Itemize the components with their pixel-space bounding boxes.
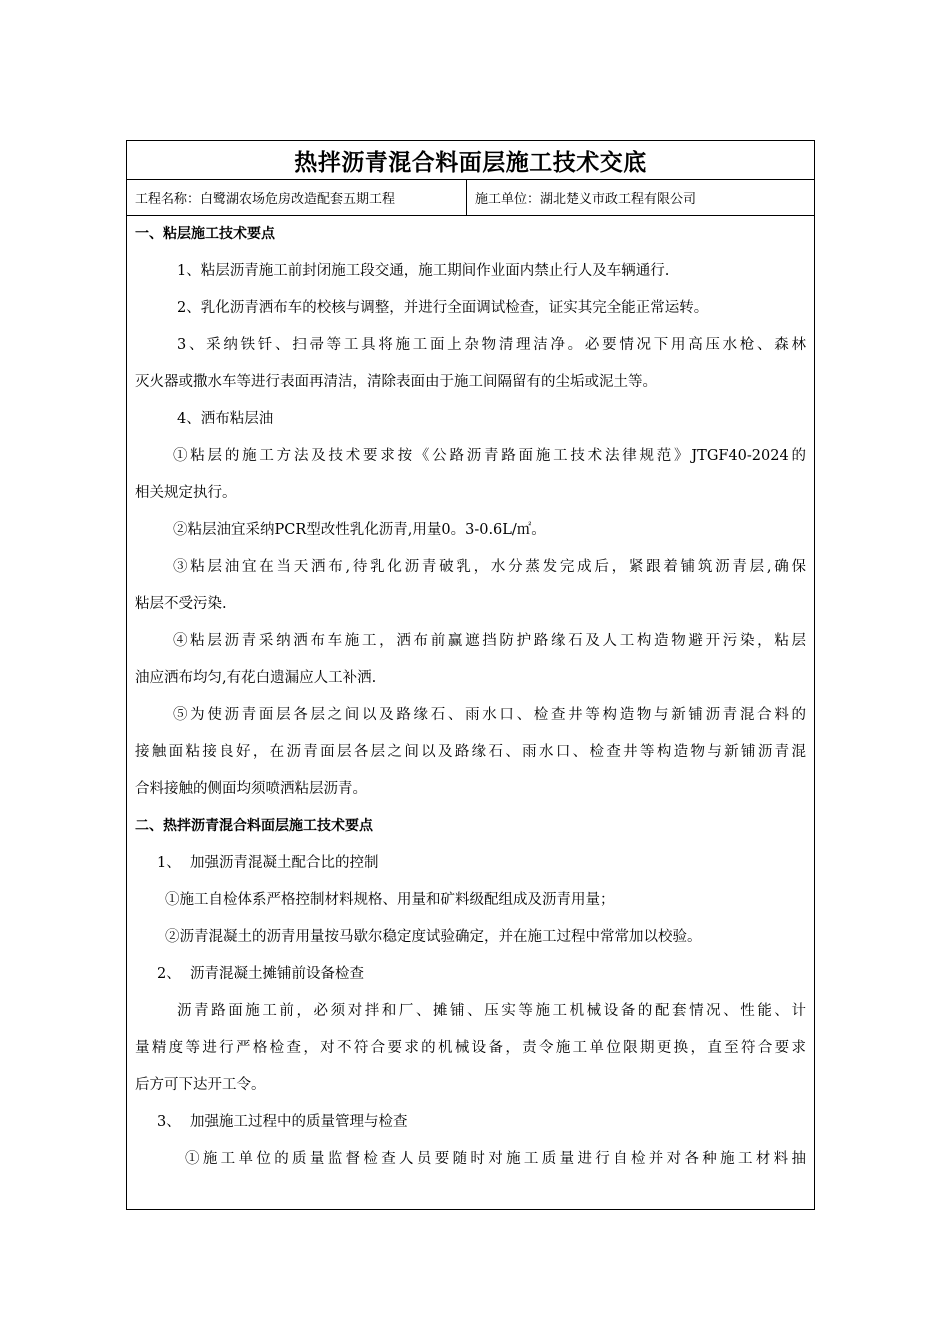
section-heading: 二、热拌沥青混合料面层施工技术要点 xyxy=(135,818,373,834)
text-line: 粘层不受污染. xyxy=(135,596,227,612)
text-line: 相关规定执行。 xyxy=(135,485,237,501)
text-line: 4、洒布粘层油 xyxy=(177,411,274,427)
text-line: 2、乳化沥青洒布车的校核与调整，并进行全面调试检查，证实其完全能正常运转。 xyxy=(177,300,709,316)
document-body xyxy=(127,216,814,1178)
text-line: ④粘层沥青采纳洒布车施工，洒布前赢遮挡防护路缘石及人工构造物避开污染，粘层 xyxy=(173,633,806,649)
text-line: ⑤为使沥青面层各层之间以及路缘石、雨水口、检查井等构造物与新铺沥青混合料的 xyxy=(173,707,806,723)
text-line: 油应洒布均匀,有花白遗漏应人工补洒. xyxy=(135,670,377,686)
text-line: 合料接触的侧面均须喷洒粘层沥青。 xyxy=(135,781,367,797)
info-row xyxy=(127,180,814,216)
section-heading: 一、粘层施工技术要点 xyxy=(135,226,275,242)
text-line: ①粘层的施工方法及技术要求按《公路沥青路面施工技术法律规范》JTGF40-2024的 xyxy=(173,448,806,464)
text-line: ②沥青混凝土的沥青用量按马歇尔稳定度试验确定，并在施工过程中常常加以校验。 xyxy=(165,929,702,945)
text-line: ③粘层油宜在当天洒布,待乳化沥青破乳，水分蒸发完成后，紧跟着铺筑沥青层,确保 xyxy=(173,559,806,575)
text-line: 沥青路面施工前，必须对拌和厂、摊铺、压实等施工机械设备的配套情况、性能、计 xyxy=(177,1003,806,1019)
document-title: 热拌沥青混合料面层施工技术交底 xyxy=(127,141,814,180)
text-line: 3、采纳铁钎、扫帚等工具将施工面上杂物清理洁净。必要情况下用高压水枪、森林 xyxy=(177,337,806,353)
text-line: ①施工单位的质量监督检查人员要随时对施工质量进行自检并对各种施工材料抽 xyxy=(185,1151,806,1167)
text-line: 灭火器或撒水车等进行表面再清洁，清除表面由于施工间隔留有的尘垢或泥土等。 xyxy=(135,374,657,390)
text-line: 2、 沥青混凝土摊铺前设备检查 xyxy=(157,966,364,982)
contractor-name: 施工单位：湖北楚义市政工程有限公司 xyxy=(475,192,697,207)
project-name: 工程名称：白鹭湖农场危房改造配套五期工程 xyxy=(127,180,467,215)
text-line: 1、 加强沥青混凝土配合比的控制 xyxy=(157,855,379,871)
text-line: 量精度等进行严格检查，对不符合要求的机械设备，责令施工单位限期更换，直至符合要求 xyxy=(135,1040,806,1056)
text-line: ①施工自检体系严格控制材料规格、用量和矿料级配组成及沥青用量； xyxy=(165,892,615,908)
text-line: 3、 加强施工过程中的质量管理与检查 xyxy=(157,1114,408,1130)
document-table xyxy=(126,140,815,1210)
text-line: 后方可下达开工令。 xyxy=(135,1077,266,1093)
text-line: ②粘层油宜采纳PCR型改性乳化沥青,用量0。3-0.6L/㎡。 xyxy=(173,522,546,538)
text-line: 1、粘层沥青施工前封闭施工段交通，施工期间作业面内禁止行人及车辆通行. xyxy=(177,263,670,279)
text-line: 接触面粘接良好，在沥青面层各层之间以及路缘石、雨水口、检查井等构造物与新铺沥青混 xyxy=(135,744,806,760)
